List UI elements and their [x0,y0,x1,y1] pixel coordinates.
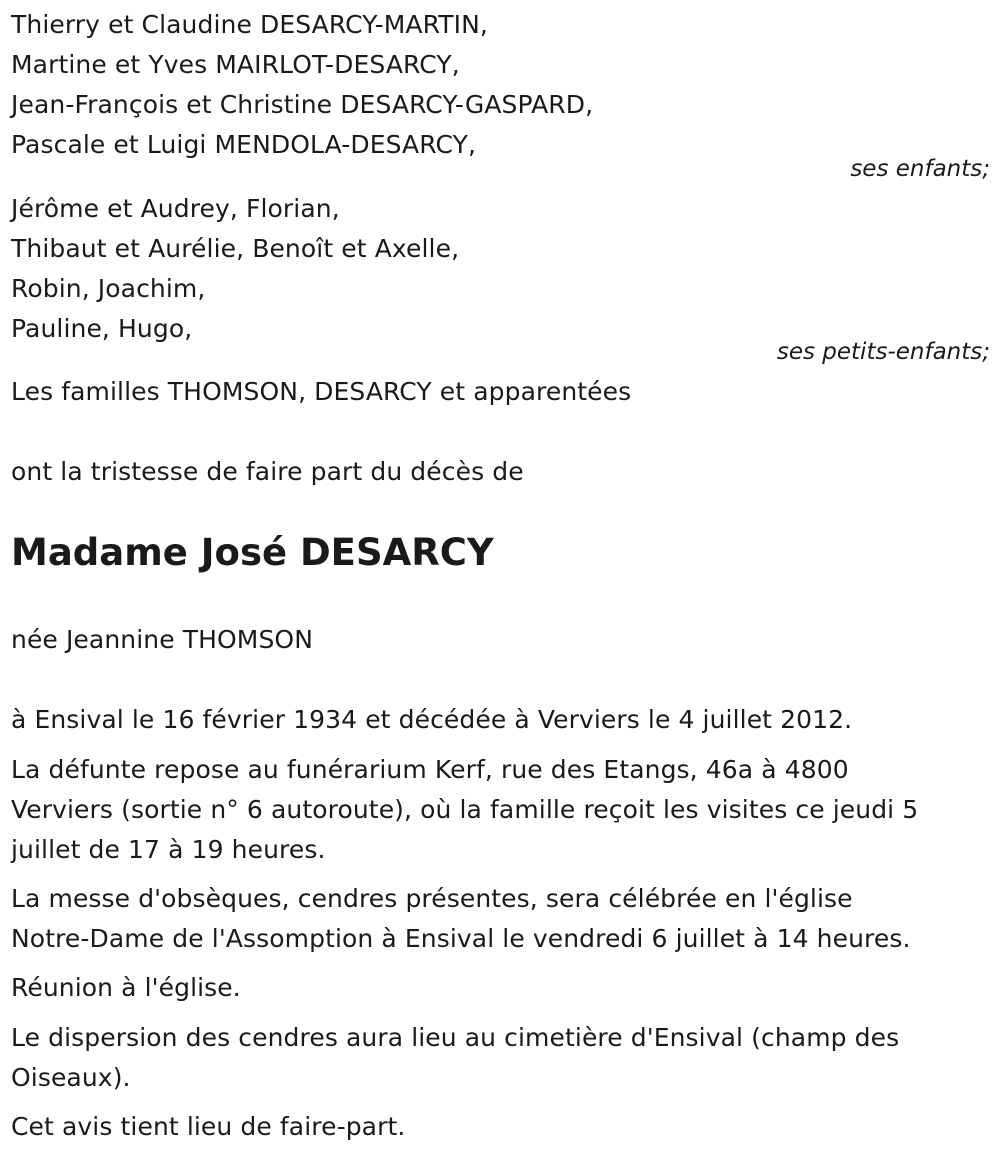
grandchild-line-3: Robin, Joachim, [11,274,206,303]
families-line: Les familles THOMSON, DESARCY et apparentées [11,377,632,406]
birth-name: née Jeannine THOMSON [11,625,313,654]
child-line-4: Pascale et Luigi MENDOLA-DESARCY, [11,130,477,159]
funerarium-line-2: Verviers (sortie n° 6 autoroute), où la famille reçoit les visites ce jeudi 5 [11,795,919,824]
grandchild-line-1: Jérôme et Audrey, Florian, [11,194,340,223]
ashes-line-1: Le dispersion des cendres aura lieu au cimetière d'Ensival (champ des [11,1023,900,1052]
funerarium-line-3: juillet de 17 à 19 heures. [11,835,326,864]
grandchild-line-4: Pauline, Hugo, [11,314,193,343]
funerarium-line-1: La défunte repose au funérarium Kerf, rue des Etangs, 46a à 4800 [11,755,849,784]
notice-line: Cet avis tient lieu de faire-part. [11,1112,406,1141]
deceased-name: Madame José DESARCY [11,531,494,574]
mass-line-1: La messe d'obsèques, cendres présentes, sera célébrée en l'église [11,884,853,913]
grandchild-line-2: Thibaut et Aurélie, Benoît et Axelle, [11,234,460,263]
grandchildren-label: ses petits-enfants; [776,339,990,365]
meeting-line: Réunion à l'église. [11,973,241,1002]
child-line-2: Martine et Yves MAIRLOT-DESARCY, [11,50,460,79]
mass-line-2: Notre-Dame de l'Assomption à Ensival le vendredi 6 juillet à 14 heures. [11,924,911,953]
announcement-line: ont la tristesse de faire part du décès de [11,457,524,486]
child-line-1: Thierry et Claudine DESARCY-MARTIN, [11,10,488,39]
children-label: ses enfants; [850,156,990,182]
birth-death-line: à Ensival le 16 février 1934 et décédée à Verviers le 4 juillet 2012. [11,705,853,734]
child-line-3: Jean-François et Christine DESARCY-GASPARD, [11,90,594,119]
ashes-line-2: Oiseaux). [11,1063,131,1092]
